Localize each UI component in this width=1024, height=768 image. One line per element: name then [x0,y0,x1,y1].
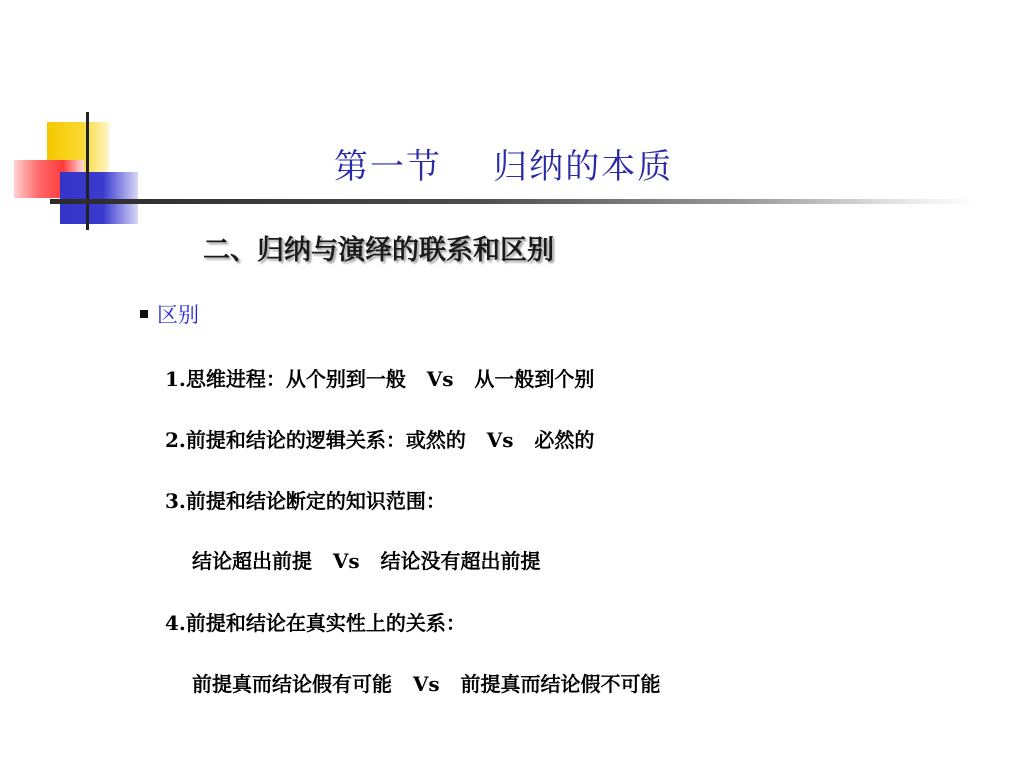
difference-item-2: 2.前提和结论的逻辑关系：或然的 Vs 必然的 [165,428,595,452]
square-bullet-icon [140,310,148,318]
section-subtitle: 二、归纳与演绎的联系和区别 [203,235,554,266]
bullet-label: 区别 [157,303,199,327]
difference-item-3-detail: 结论超出前提 Vs 结论没有超出前提 [192,549,541,573]
difference-item-1: 1.思维进程：从个别到一般 Vs 从一般到个别 [165,367,595,391]
slide-title: 第一节 归纳的本质 [334,147,674,187]
bullet-item [140,299,199,329]
difference-item-4-detail: 前提真而结论假有可能 Vs 前提真而结论假不可能 [192,672,661,696]
title-underline [50,199,980,204]
decorative-vertical-line [86,112,89,230]
difference-item-3: 3.前提和结论断定的知识范围： [165,489,446,513]
decorative-blue-square [60,172,138,224]
difference-item-4: 4.前提和结论在真实性上的关系： [165,611,466,635]
